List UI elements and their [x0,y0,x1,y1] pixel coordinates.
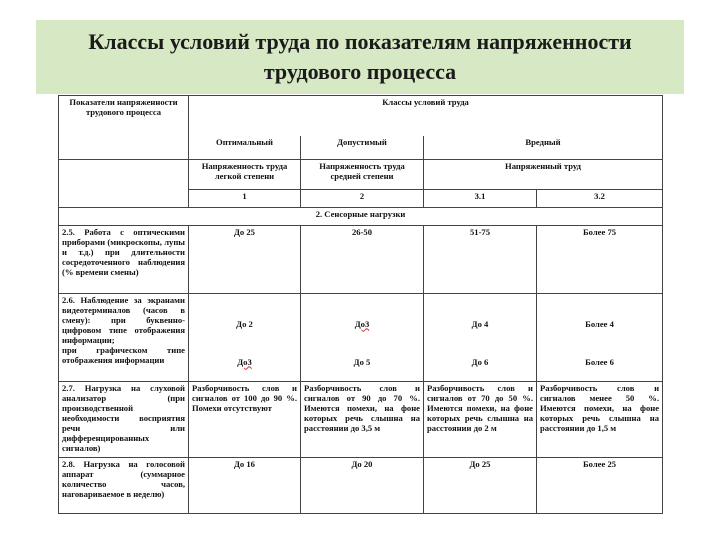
row-2-6-c2 [301,294,424,382]
row-2-6-c4b: Более 6 [585,356,614,367]
table-row [59,294,663,382]
row-2-6-indicator-a: 2.6. Наблюдение за экранами видеотерминалов (часов в смену): при буквенно-цифровом типе отображения информации; [62,295,185,345]
header-hard: Напряженный труд [424,160,663,190]
header-row-1 [59,96,663,136]
row-2-8-c2: До 20 [301,458,424,514]
row-2-5-c1: До 25 [189,226,301,294]
header-empty [59,160,189,208]
table-row [59,382,663,458]
row-2-7-c1: Разборчивость слов и сигналов от 100 до 90 %. Помехи отсутствуют [189,382,301,458]
row-2-5-indicator: 2.5. Работа с оптическими приборами (микроскопы, лупы и т.д.) при длительности сосредоточенного наблюдения (% времени смены) [59,226,189,294]
row-2-8-c1: До 16 [189,458,301,514]
section-row [59,208,663,226]
title-banner [36,20,684,94]
header-num-32: 3.2 [537,190,663,208]
header-harmful: Вредный [424,136,663,160]
row-2-6-c1a: До 2 [236,318,253,329]
row-2-8-c3: До 25 [424,458,537,514]
row-2-6-indicator-b: при графическом типе отображения информации [62,345,185,365]
header-classes: Классы условий труда [189,96,663,136]
row-2-7-indicator: 2.7. Нагрузка на слуховой анализатор (при производственной необходимости восприятия речи или дифференцированных сигналов) [59,382,189,458]
row-2-6-c3 [424,294,537,382]
slide-title-line2: трудового процесса [263,59,457,84]
header-medium: Напряженность труда средней степени [301,160,424,190]
row-2-7-c3: Разборчивость слов и сигналов от 70 до 50 %. Имеются помехи, на фоне которых речь слышна на расстоянии до 2 м [424,382,537,458]
header-num-31: 3.1 [424,190,537,208]
header-optimal: Оптимальный [189,136,301,160]
row-2-5-c4: Более 75 [537,226,663,294]
header-light: Напряженность труда легкой степени [189,160,301,190]
row-2-6-c3b: До 6 [471,356,489,367]
table-row [59,226,663,294]
row-2-6-c2a: До3 [354,318,370,329]
slide-title-line1: Классы условий труда по показателям напряженности [88,29,632,54]
table-row [59,458,663,514]
row-2-6-c1b: До3 [237,356,252,367]
row-2-7-c4: Разборчивость слов и сигналов менее 50 %. Имеются помехи, на фоне которых речь слышна на расстоянии до 1,5 м [537,382,663,458]
row-2-6-c1 [189,294,301,382]
row-2-6-indicator [59,294,189,382]
row-2-6-c4 [537,294,663,382]
header-acceptable: Допустимый [301,136,424,160]
row-2-6-c2b: До 5 [353,356,371,367]
row-2-7-c2: Разборчивость слов и сигналов от 90 до 70 %. Имеются помехи, на фоне которых речь слышна на расстоянии до 3,5 м [301,382,424,458]
header-num-1: 1 [189,190,301,208]
header-row-3 [59,160,663,190]
row-2-8-c4: Более 25 [537,458,663,514]
row-2-8-indicator: 2.8. Нагрузка на голосовой аппарат (суммарное количество часов, наговариваемое в неделю) [59,458,189,514]
header-num-2: 2 [301,190,424,208]
section-title: 2. Сенсорные нагрузки [59,208,663,226]
row-2-5-c3: 51-75 [424,226,537,294]
row-2-6-c4a: Более 4 [585,318,614,329]
labor-conditions-table [58,95,663,514]
header-indicator: Показатели напряженности трудового процесса [59,96,189,160]
row-2-6-c3a: До 4 [471,318,489,329]
row-2-5-c2: 26-50 [301,226,424,294]
